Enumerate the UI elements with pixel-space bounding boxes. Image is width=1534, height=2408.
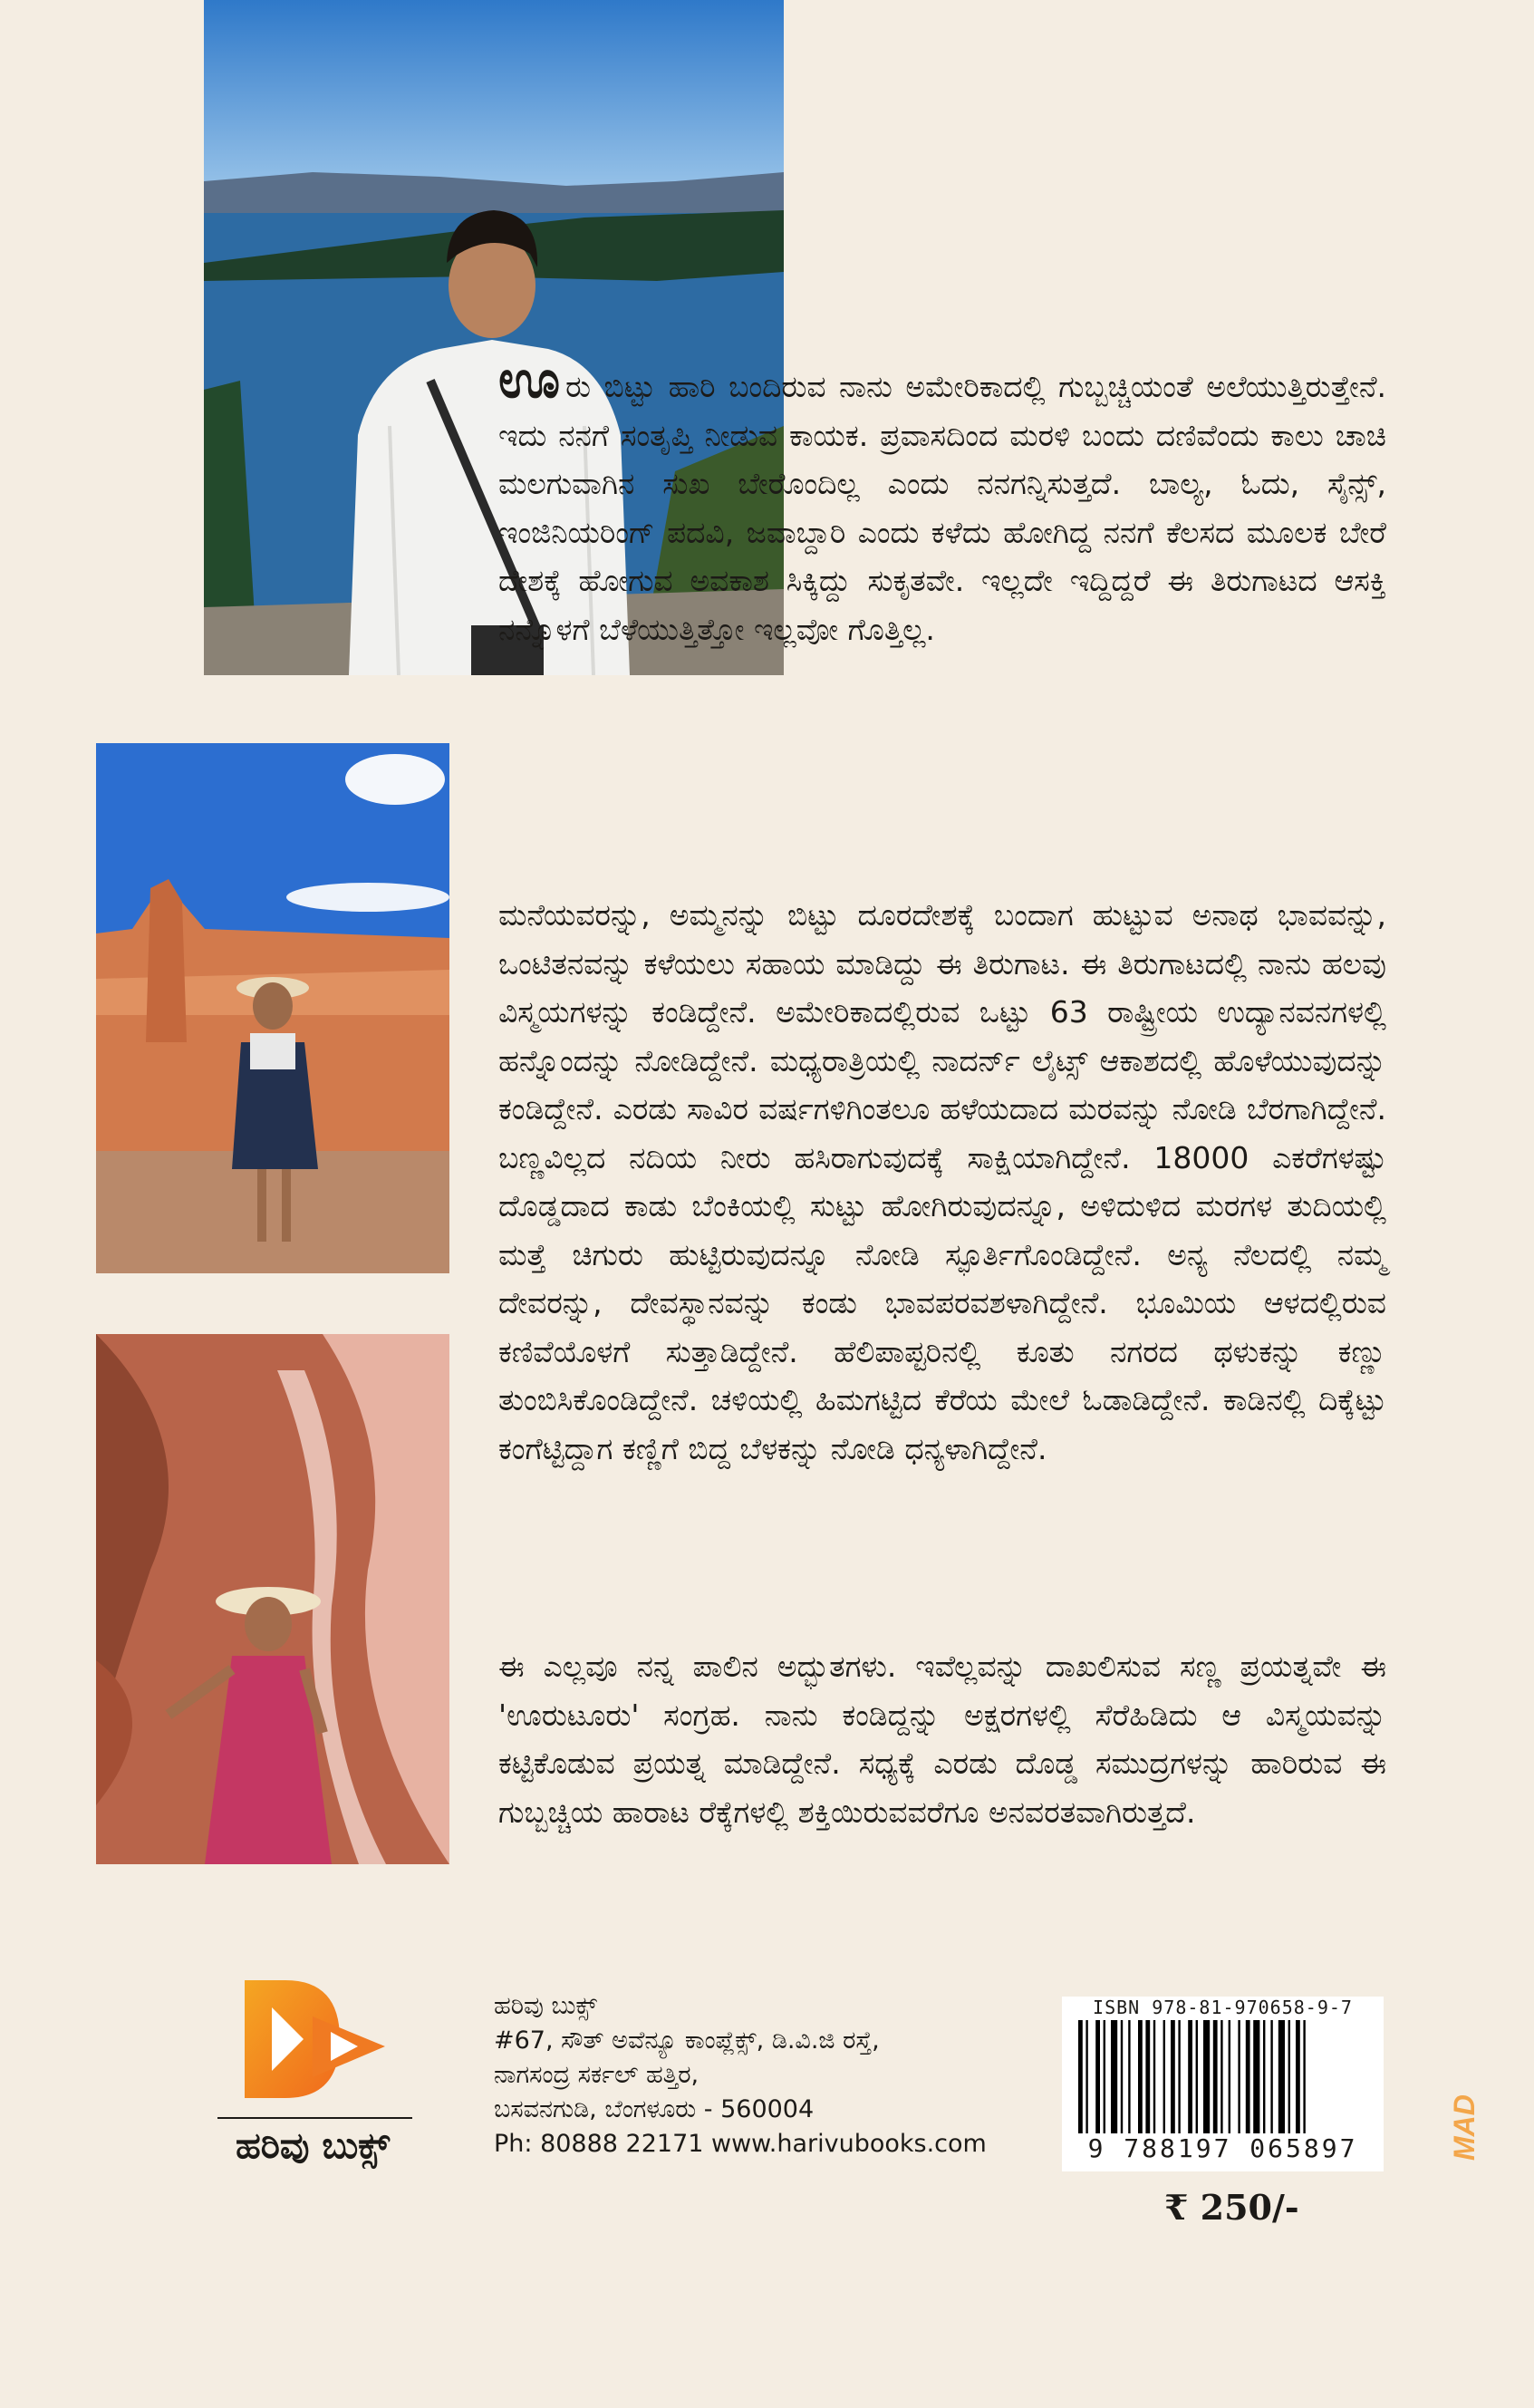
- address-line-3: ಬಸವನಗುಡಿ, ಬೆಂಗಳೂರು - 560004: [494, 2095, 815, 2123]
- address-line-1: #67, ಸೌತ್ ಅವೆನ್ಯೂ ಕಾಂಪ್ಲೆಕ್ಸ್, ಡಿ.ವಿ.ಜಿ ರಸ್ತೆ,: [494, 2026, 880, 2055]
- publisher-address: [494, 1989, 987, 2161]
- publisher-name: ಹರಿವು ಬುಕ್ಸ್: [494, 1992, 597, 2020]
- woman-in-slot-canyon-photo: [96, 1334, 449, 1864]
- barcode-number: 9 788197 065897: [1087, 2133, 1358, 2163]
- woman-at-canyon-photo: [96, 743, 449, 1273]
- paragraph-2: ಮನೆಯವರನ್ನು, ಅಮ್ಮನನ್ನು ಬಿಟ್ಟು ದೂರದೇಶಕ್ಕೆ ಬಂದಾಗ ಹುಟ್ಟುವ ಅನಾಥ ಭಾವವನ್ನು, ಒಂಟಿತನವನ್ನು ಕಳೆಯಲು ಸಹಾಯ ಮಾಡಿದ್ದು ಈ ತಿರುಗಾಟ. ಈ ತಿರುಗಾಟದಲ್ಲಿ ನಾನು ಹಲವು ವಿಸ್ಮಯಗಳನ್ನು ಕಂಡಿದ್ದೇನೆ. ಅಮೇರಿಕಾದಲ್ಲಿರುವ ಒಟ್ಟು 63 ರಾಷ್ಟ್ರೀಯ ಉದ್ಯಾನವನಗಳಲ್ಲಿ ಹನ್ನೊಂದನ್ನು ನೋಡಿದ್ದೇನೆ. ಮಧ್ಯರಾತ್ರಿಯಲ್ಲಿ ನಾದರ್ನ್ ಲೈಟ್ಸ್ ಆಕಾಶದಲ್ಲಿ ಹೊಳೆಯುವುದನ್ನು ಕಂಡಿದ್ದೇನೆ. ಎರಡು ಸಾವಿರ ವರ್ಷಗಳಿಗಿಂತಲೂ ಹಳೆಯದಾದ ಮರವನ್ನು ನೋಡಿ ಬೆರಗಾಗಿದ್ದೇನೆ. ಬಣ್ಣವಿಲ್ಲದ ನದಿಯ ನೀರು ಹಸಿರಾಗುವುದಕ್ಕೆ ಸಾಕ್ಷಿಯಾಗಿದ್ದೇನೆ. 18000 ಎಕರೆಗಳಷ್ಟು ದೊಡ್ಡದಾದ ಕಾಡು ಬೆಂಕಿಯಲ್ಲಿ ಸುಟ್ಟು ಹೋಗಿರುವುದನ್ನೂ, ಅಳಿದುಳಿದ ಮರಗಳ ತುದಿಯಲ್ಲಿ ಮತ್ತೆ ಚಿಗುರು ಹುಟ್ಟಿರುವುದನ್ನೂ ನೋಡಿ ಸ್ಫೂರ್ತಿಗೊಂಡಿದ್ದೇನೆ. ಅನ್ಯ ನೆಲದಲ್ಲಿ ನಮ್ಮ ದೇವರನ್ನು, ದೇವಸ್ಥಾನವನ್ನು ಕಂಡು ಭಾವಪರವಶಳಾಗಿದ್ದೇನೆ. ಭೂಮಿಯ ಆಳದಲ್ಲಿರುವ ಕಣಿವೆಯೊಳಗೆ ಸುತ್ತಾಡಿದ್ದೇನೆ. ಹೆಲಿಪಾಪ್ಟರಿನಲ್ಲಿ ಕೂತು ನಗರದ ಥಳುಕನ್ನು ಕಣ್ಣು ತುಂಬಿಸಿಕೊಂಡಿದ್ದೇನೆ. ಚಳಿಯಲ್ಲಿ ಹಿಮಗಟ್ಟಿದ ಕೆರೆಯ ಮೇಲೆ ಓಡಾಡಿದ್ದೇನೆ. ಕಾಡಿನಲ್ಲಿ ದಿಕ್ಕೆಟ್ಟು ಕಂಗೆಟ್ಟಿದ್ದಾಗ ಕಣ್ಣಿಗೆ ಬಿದ್ದ ಬೆಳಕನ್ನು ನೋಡಿ ಧನ್ಯಳಾಗಿದ್ದೇನೆ.: [498, 897, 1386, 1466]
- isbn-barcode: [1062, 1997, 1384, 2171]
- drop-cap: ಊ: [498, 348, 561, 410]
- contact-line: Ph: 80888 22171 www.harivubooks.com: [494, 2130, 987, 2158]
- logo-divider: [217, 2117, 412, 2119]
- address-line-2: ನಾಗಸಂದ್ರ ಸರ್ಕಲ್ ಹತ್ತಿರ,: [494, 2061, 699, 2089]
- price: ₹ 250/-: [1164, 2187, 1299, 2228]
- designer-mark: MAD: [1448, 2094, 1481, 2161]
- intro-paragraph: [498, 348, 1386, 698]
- publisher-logo-text: ಹರಿವು ಬುಕ್ಸ್: [236, 2125, 390, 2167]
- paragraph-1-text: ರು ಬಿಟ್ಟು ಹಾರಿ ಬಂದಿರುವ ನಾನು ಅಮೇರಿಕಾದಲ್ಲಿ ಗುಬ್ಬಚ್ಚಿಯಂತೆ ಅಲೆಯುತ್ತಿರುತ್ತೇನೆ. ಇದು ನನಗೆ ಸಂತೃಪ್ತಿ ನೀಡುವ ಕಾಯಕ. ಪ್ರವಾಸದಿಂದ ಮರಳಿ ಬಂದು ದಣಿವೆಂದು ಕಾಲು ಚಾಚಿ ಮಲಗುವಾಗಿನ ಸುಖ ಬೇರೊಂದಿಲ್ಲ ಎಂದು ನನಗನ್ನಿಸುತ್ತದೆ. ಬಾಲ್ಯ, ಓದು, ಸೈನ್ಸ್, ಇಂಜಿನಿಯರಿಂಗ್ ಪದವಿ, ಜವಾಬ್ದಾರಿ ಎಂದು ಕಳೆದು ಹೋಗಿದ್ದ ನನಗೆ ಕೆಲಸದ ಮೂಲಕ ಬೇರೆ ದೇಶಕ್ಕೆ ಹೋಗುವ ಅವಕಾಶ ಸಿಕ್ಕಿದ್ದು ಸುಕೃತವೇ. ಇಲ್ಲದೇ ಇದ್ದಿದ್ದರೆ ಈ ತಿರುಗಾಟದ ಆಸಕ್ತಿ ನನ್ನೊಳಗೆ ಬೆಳೆಯುತ್ತಿತ್ತೋ ಇಲ್ಲವೋ ಗೊತ್ತಿಲ್ಲ.: [498, 369, 1386, 647]
- paragraph-3: ಈ ಎಲ್ಲವೂ ನನ್ನ ಪಾಲಿನ ಅದ್ಭುತಗಳು. ಇವೆಲ್ಲವನ್ನು ದಾಖಲಿಸುವ ಸಣ್ಣ ಪ್ರಯತ್ನವೇ ಈ 'ಊರುಟೂರು' ಸಂಗ್ರಹ. ನಾನು ಕಂಡಿದ್ದನ್ನು ಅಕ್ಷರಗಳಲ್ಲಿ ಸೆರೆಹಿಡಿದು ಆ ವಿಸ್ಮಯವನ್ನು ಕಟ್ಟಿಕೊಡುವ ಪ್ರಯತ್ನ ಮಾಡಿದ್ದೇನೆ. ಸಧ್ಯಕ್ಕೆ ಎರಡು ದೊಡ್ಡ ಸಮುದ್ರಗಳನ್ನು ಹಾರಿರುವ ಈ ಗುಬ್ಬಚ್ಚಿಯ ಹಾರಾಟ ರೆಕ್ಕೆಗಳಲ್ಲಿ ಶಕ್ತಿಯಿರುವವರೆಗೂ ಅನವರತವಾಗಿರುತ್ತದೆ.: [498, 1649, 1386, 1830]
- isbn-label: ISBN 978-81-970658-9-7: [1093, 1997, 1353, 2018]
- barcode-bars: [1078, 2020, 1368, 2133]
